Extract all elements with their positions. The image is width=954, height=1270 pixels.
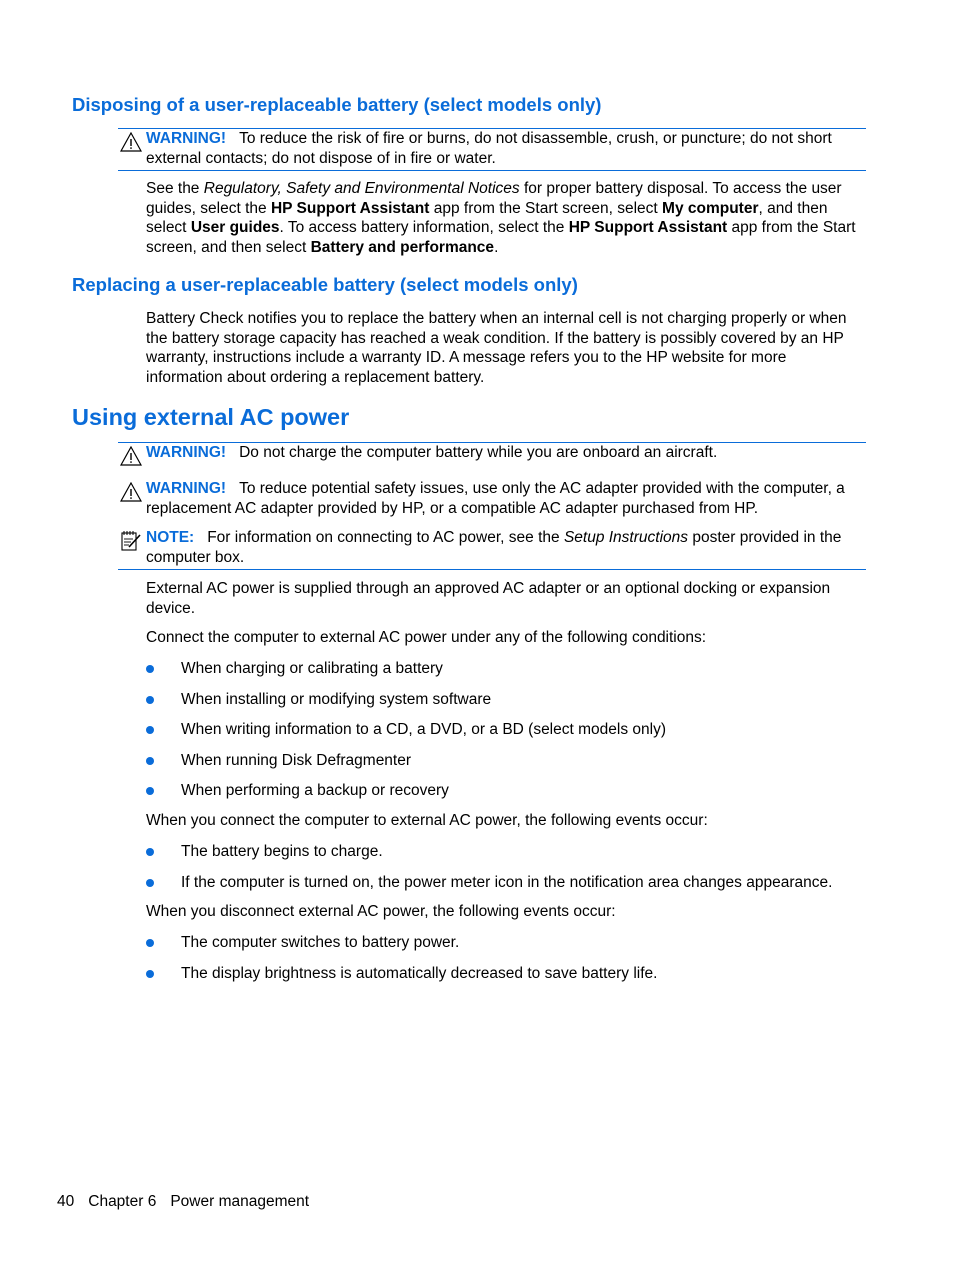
bullet-icon [146,939,154,947]
paragraph-disconnect-events: When you disconnect external AC power, the following events occur: [146,903,616,920]
disconnect-events-list [146,933,866,983]
app-name: HP Support Assistant [568,219,728,236]
chapter-label: Chapter 6 [88,1193,157,1210]
list-item: When running Disk Defragmenter [146,751,866,771]
connect-events-list [146,842,866,892]
chapter-title: Power management [170,1193,310,1210]
section-heading-ac-power: Using external AC power [72,404,350,430]
list-item: When charging or calibrating a battery [146,659,866,679]
warning-label: WARNING! [146,130,227,147]
page-number: 40 [57,1193,75,1210]
bullet-icon [146,757,154,765]
paragraph-battery-check: Battery Check notifies you to replace the battery when an internal cell is not charging properly or when the battery storage capacity has reached a weak condition. If the battery is possibly covered by an HP warranty, instructions include a warranty ID. A message refers you to the HP website for more information about ordering a replacement battery. [146,310,847,386]
warning-label: WARNING! [146,444,227,461]
paragraph-connect-events: When you connect the computer to external AC power, the following events occur: [146,812,708,829]
note-box-setup [118,528,866,570]
list-item: When writing information to a CD, a DVD, or a BD (select models only) [146,720,866,740]
bullet-icon [146,970,154,978]
warning-label: WARNING! [146,480,227,497]
menu-name: Battery and performance [310,238,495,256]
section-heading-replacing: Replacing a user-replaceable battery (select models only) [72,274,578,295]
note-text: NOTE: For information on connecting to AC power, see the Setup Instructions poster provided in the computer box. [146,529,842,566]
bullet-icon [146,787,154,795]
warning-box-aircraft [118,442,866,465]
warning-text [146,129,866,170]
note-pad-icon [120,530,142,552]
page-footer [57,1192,323,1212]
list-item: If the computer is turned on, the power meter icon in the notification area changes appearance. [146,873,866,893]
menu-name: My computer [662,199,759,217]
document-title: Setup Instructions [563,529,689,546]
bullet-icon [146,665,154,673]
warning-message: To reduce potential safety issues, use only the AC adapter provided with the computer, a replacement AC adapter provided by HP, or a compatible AC adapter purchased from HP. [146,480,845,517]
bullet-icon [146,848,154,856]
warning-box-disposing [118,128,866,171]
note-label: NOTE: [146,529,195,546]
bullet-icon [146,726,154,734]
list-item: When installing or modifying system software [146,690,866,710]
menu-name: User guides [190,219,280,236]
paragraph-conditions-intro: Connect the computer to external AC power under any of the following conditions: [146,629,707,646]
warning-triangle-icon [120,132,142,152]
conditions-list [146,659,866,801]
notice-title: Regulatory, Safety and Environmental Notices [203,180,520,197]
warning-text [146,443,866,465]
warning-text [146,479,866,520]
bullet-icon [146,879,154,887]
warning-message: Do not charge the computer battery while you are onboard an aircraft. [239,444,718,461]
list-item: The display brightness is automatically decreased to save battery life. [146,964,866,984]
paragraph-disposal-info: See the Regulatory, Safety and Environmental Notices for proper battery disposal. To access the user guides, select the HP Support Assistant app from the Start screen, select My computer, and then select User guides. To access battery information, select the HP Support Assistant app from the Start screen, and then select Battery and performance. [146,180,856,256]
warning-triangle-icon [120,482,142,502]
warning-triangle-icon [120,446,142,466]
warning-box-adapter [118,479,866,520]
section-heading-disposing: Disposing of a user-replaceable battery (select models only) [72,94,602,115]
app-name: HP Support Assistant [270,199,430,217]
warning-message: To reduce the risk of fire or burns, do not disassemble, crush, or puncture; do not short external contacts; do not dispose of in fire or water. [146,130,832,167]
list-item: The battery begins to charge. [146,842,866,862]
paragraph-ac-supply: External AC power is supplied through an approved AC adapter or an optional docking or expansion device. [146,580,831,617]
bullet-icon [146,696,154,704]
list-item: The computer switches to battery power. [146,933,866,953]
list-item: When performing a backup or recovery [146,781,866,801]
